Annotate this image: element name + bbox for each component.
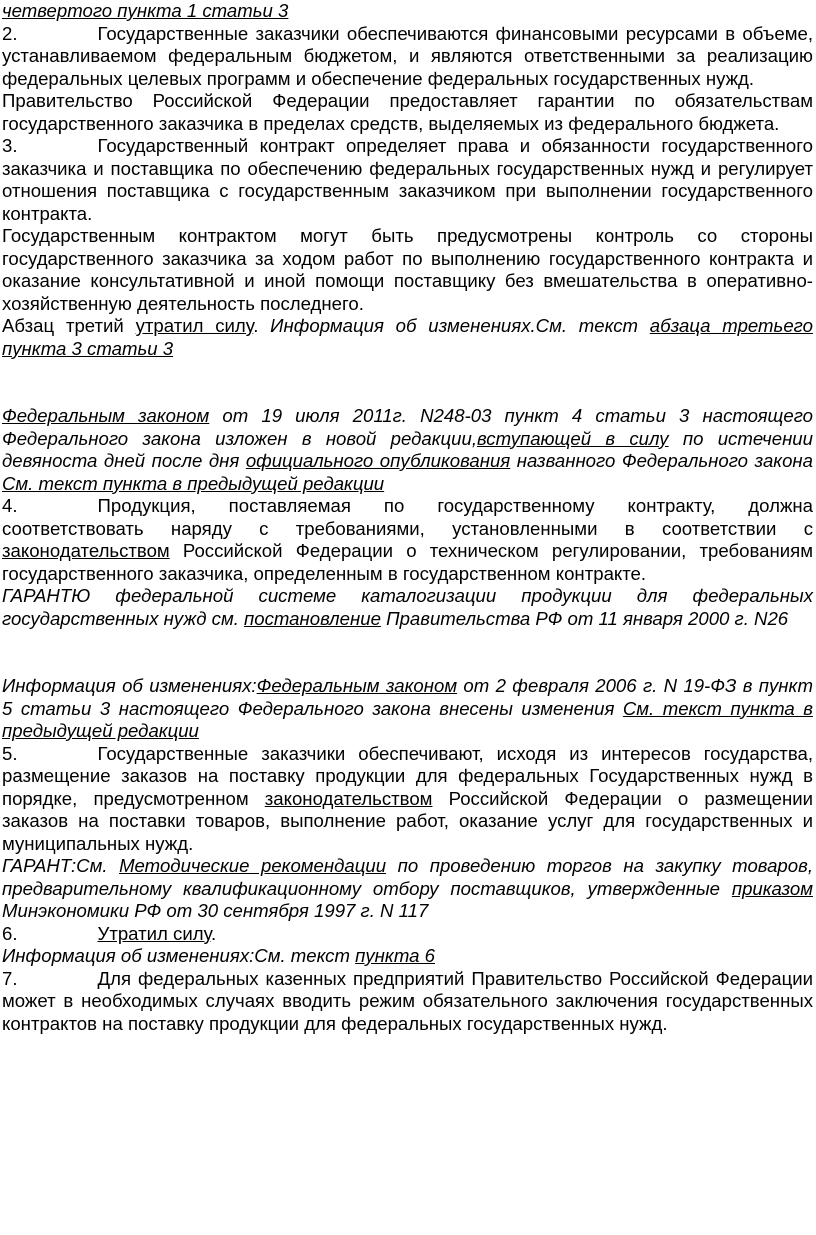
garant-note	[2, 585, 813, 630]
clause-text: Российской Федерации о размещении заказов на поставки товаров, выполнение работ, оказание услуг для государственных и муниципальных нужд.	[2, 787, 813, 854]
garant-note	[2, 855, 813, 923]
clause-7	[2, 968, 813, 1036]
note-text: Правительства РФ от 11 января 2000 г. N26	[380, 607, 789, 629]
clause-3	[2, 135, 813, 225]
clause-text: Государственные заказчики обеспечиваются финансовыми ресурсами в объеме, устанавливаемом федеральным бюджетом, и являются ответственными за реализацию федеральных целевых программ и обеспечение федеральных государственных нужд.	[2, 22, 813, 89]
note-text: от 19 июля 2011г. N248-03 пункт 4 статьи 3 настоящего Федерального закона изложен в новой редакции,	[2, 405, 814, 449]
reference-link[interactable]: четвертого пункта 1 статьи 3	[2, 0, 289, 21]
clause-text: .	[211, 922, 217, 944]
clause-number: 7.	[2, 967, 18, 989]
publication-link[interactable]: официального опубликования	[245, 450, 511, 471]
spacer	[2, 360, 813, 405]
paragraph-text: Государственным контрактом могут быть предусмотрены контроль со стороны государственного заказчика за ходом работ по выполнению государственного контракта и оказание консультативной и иной помощи поставщику без вмешательства в оперативно-хозяйственную деятельность последнего.	[2, 225, 813, 314]
order-link[interactable]: приказом	[731, 877, 813, 899]
clause-number: 2.	[2, 22, 18, 44]
legislation-link[interactable]: законодательством	[264, 787, 433, 809]
repealed-link[interactable]: Утратил силу	[97, 922, 212, 944]
paragraph-text: Абзац третий	[2, 315, 136, 336]
clause-number: 4.	[2, 495, 18, 516]
previous-text-link[interactable]: абзаца третьего пункта 3 статьи 3	[2, 315, 813, 359]
clause-text: Для федеральных казенных предприятий Правительство Российской Федерации может в необходимых случаях вводить режим обязательного заключения государственных контрактов на поставку продукции для федеральных государственных нужд.	[2, 967, 813, 1034]
paragraph-text: .	[253, 315, 271, 336]
clause-number: 3.	[2, 135, 18, 156]
clause-6	[2, 923, 813, 946]
note-text: ГАРАНТЮ федеральной системе каталогизации продукции для федеральных государственных нужд см.	[2, 585, 813, 629]
note-text: Минэкономики РФ от 30 сентября 1997 г. N 117	[2, 900, 429, 921]
change-info	[2, 945, 813, 968]
clause-2-paragraph-2	[2, 90, 813, 135]
legislation-link[interactable]: законодательством	[2, 540, 170, 561]
amendment-note	[2, 405, 813, 495]
recommendations-link[interactable]: Методические рекомендации	[119, 855, 387, 876]
clause-text: Российской Федерации о техническом регулировании, требованиям государственного заказчика, определенным в государственном контракте.	[2, 540, 813, 584]
note-text: Информация об изменениях:См. текст	[2, 945, 356, 966]
spacer	[2, 630, 813, 675]
clause-6-link[interactable]: пункта 6	[355, 945, 436, 966]
note-text: по истечении девяноста дней после дня	[2, 427, 813, 471]
clause-text: Государственный контракт определяет права и обязанности государственного заказчика и поставщика по обеспечению федеральных государственных нужд и регулирует отношения поставщика с государственным заказчиком при выполнении государственного контракта.	[2, 135, 813, 224]
clause-number: 5.	[2, 742, 18, 764]
change-info: Информация об изменениях.См. текст	[270, 315, 650, 336]
clause-3-paragraph-2	[2, 225, 813, 315]
previous-edition-link[interactable]: См. текст пункта в предыдущей редакции	[2, 472, 385, 494]
reference-fragment	[2, 0, 813, 23]
clause-3-paragraph-3	[2, 315, 813, 360]
clause-number: 6.	[2, 922, 18, 944]
federal-law-link[interactable]: Федеральным законом	[2, 405, 210, 426]
resolution-link[interactable]: постановление	[244, 607, 381, 629]
note-text: ГАРАНТ:См.	[2, 855, 120, 876]
clause-text: Продукция, поставляемая по государственному контракту, должна соответствовать наряду с требованиями, установленными в соответствии с	[2, 495, 813, 539]
amendment-note	[2, 675, 813, 743]
paragraph-text: Правительство Российской Федерации предоставляет гарантии по обязательствам государственного заказчика в пределах средств, выделяемых из федерального бюджета.	[2, 90, 813, 134]
repealed-link[interactable]: утратил силу	[135, 315, 254, 336]
federal-law-link[interactable]: Федеральным законом	[256, 675, 458, 696]
note-text: названного Федерального закона	[510, 450, 813, 471]
clause-2	[2, 23, 813, 91]
previous-edition-link[interactable]: См. текст пункта в предыдущей редакции	[2, 697, 813, 741]
note-text: от 2 февраля 2006 г. N 19-ФЗ в пункт 5 статьи 3 настоящего Федерального закона внесены изменения	[2, 675, 814, 719]
clause-4	[2, 495, 813, 585]
effective-link[interactable]: вступающей в силу	[477, 427, 669, 449]
note-text: по проведению торгов на закупку товаров, предварительному квалификационному отбору поставщиков, утвержденные	[2, 855, 813, 899]
clause-5	[2, 743, 813, 856]
clause-text: Государственные заказчики обеспечивают, исходя из интересов государства, размещение заказов на поставку продукции для федеральных Государственных нужд в порядке, предусмотренном	[2, 742, 813, 809]
note-text: Информация об изменениях:	[2, 675, 257, 696]
